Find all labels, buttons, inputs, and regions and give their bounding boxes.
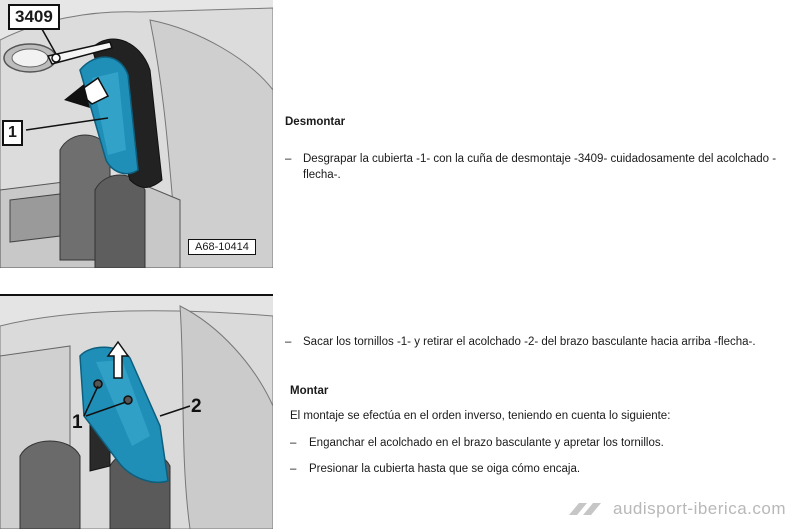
figure2-illustration [0, 296, 273, 529]
heading-montar: Montar [290, 385, 329, 397]
figure1-drawing [0, 0, 273, 268]
step1-text: Desgrapar la cubierta -1- con la cuña de desmontaje -3409- cuidadosamente del acolchado -flecha-. [303, 153, 777, 181]
montar-intro: El montaje se efectúa en el orden inverso, teniendo en cuenta lo siguiente: [290, 410, 671, 422]
watermark-text: audisport-iberica.com [612, 499, 786, 518]
tool-callout-3409: 3409 [8, 4, 60, 30]
figure2-drawing [0, 296, 273, 529]
watermark [613, 499, 786, 519]
figure-code: A68-10414 [188, 239, 256, 255]
pad-label: 2 [191, 396, 202, 417]
item1-dash: – [290, 437, 297, 449]
item2-dash: – [290, 463, 297, 475]
item1-text: Enganchar el acolchado en el brazo basculante y apretar los tornillos. [309, 437, 664, 449]
step2-dash: – [285, 336, 292, 348]
step2-text: Sacar los tornillos -1- y retirar el acolchado -2- del brazo basculante hacia arriba -flecha-. [303, 336, 756, 348]
item2-text: Presionar la cubierta hasta que se oiga cómo encaja. [309, 463, 581, 475]
part-callout-1: 1 [2, 120, 23, 146]
screws-label: 1 [72, 412, 83, 433]
figure1-illustration [0, 0, 273, 268]
step1-dash: – [285, 153, 292, 165]
watermark-logo-icon [565, 501, 605, 517]
heading-desmontar: Desmontar [285, 116, 346, 128]
